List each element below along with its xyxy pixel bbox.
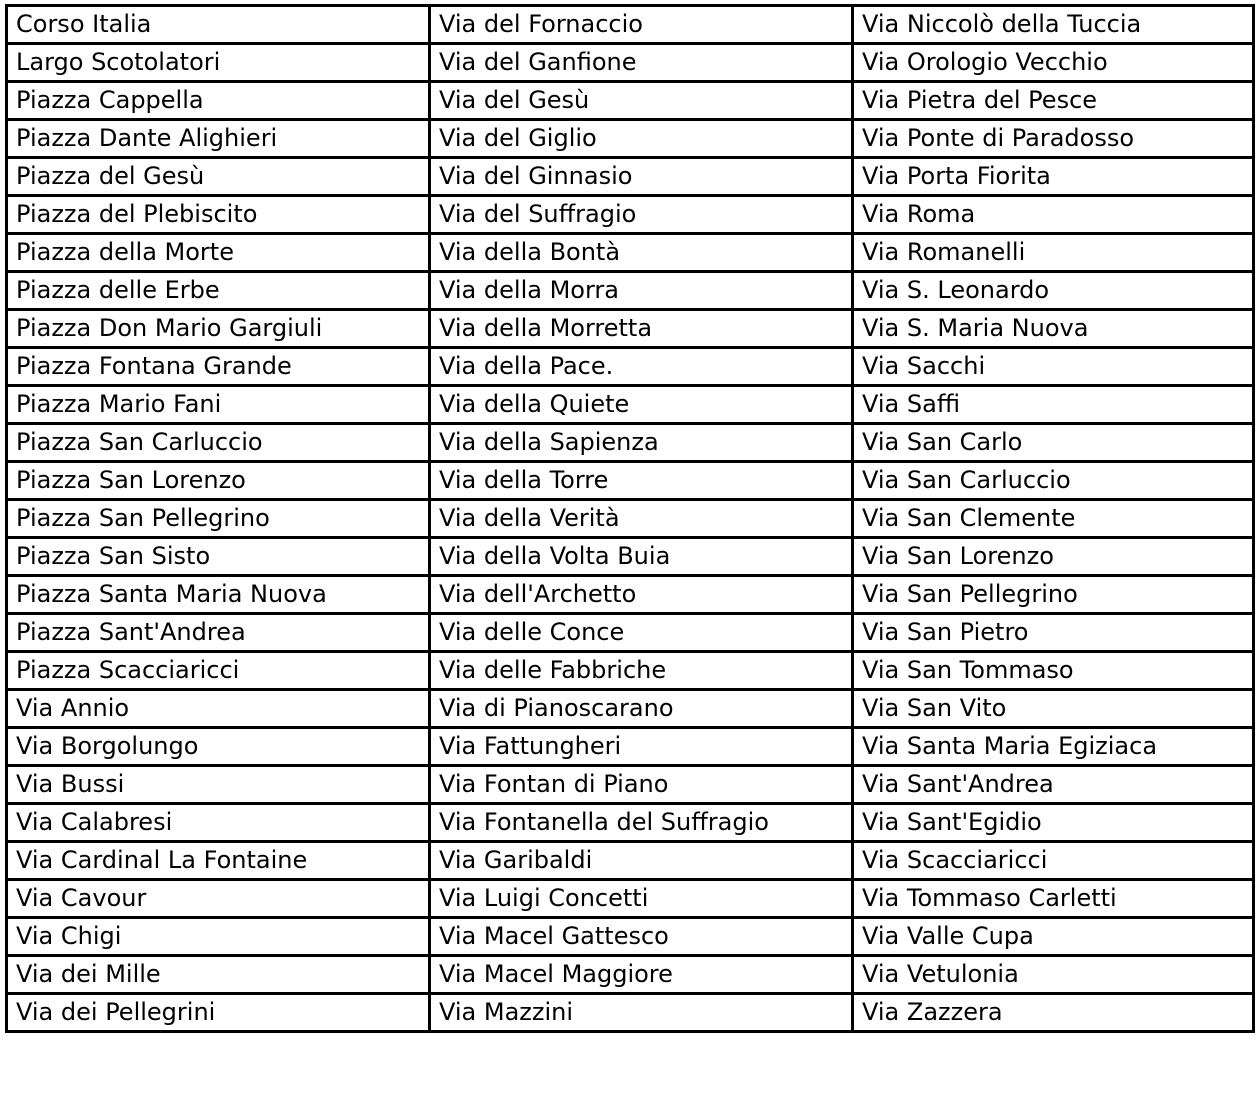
table-cell: Via della Verità: [430, 500, 853, 538]
table-row: [7, 120, 1254, 158]
table-cell: Piazza San Pellegrino: [7, 500, 430, 538]
table-cell: Via Scacciaricci: [853, 842, 1254, 880]
table-cell: Piazza della Morte: [7, 234, 430, 272]
table-cell: Via Macel Maggiore: [430, 956, 853, 994]
table-row: [7, 804, 1254, 842]
table-cell: Via Tommaso Carletti: [853, 880, 1254, 918]
table-row: [7, 690, 1254, 728]
table-row: [7, 728, 1254, 766]
table-row: [7, 234, 1254, 272]
table-cell: Piazza Mario Fani: [7, 386, 430, 424]
table-cell: Via Vetulonia: [853, 956, 1254, 994]
table-row: [7, 462, 1254, 500]
street-names-table: [5, 4, 1255, 1033]
table-cell: Via San Carluccio: [853, 462, 1254, 500]
table-row: [7, 158, 1254, 196]
table-cell: Via Valle Cupa: [853, 918, 1254, 956]
table-row: [7, 576, 1254, 614]
table-cell: Via San Tommaso: [853, 652, 1254, 690]
table-cell: Piazza San Carluccio: [7, 424, 430, 462]
table-cell: Piazza Dante Alighieri: [7, 120, 430, 158]
table-cell: Via Sant'Andrea: [853, 766, 1254, 804]
table-cell: Via dei Mille: [7, 956, 430, 994]
table-cell: Via Sant'Egidio: [853, 804, 1254, 842]
table-cell: Via Fontanella del Suffragio: [430, 804, 853, 842]
table-cell: Via Garibaldi: [430, 842, 853, 880]
table-cell: Piazza Cappella: [7, 82, 430, 120]
table-cell: Via Niccolò della Tuccia: [853, 6, 1254, 44]
table-cell: Via Roma: [853, 196, 1254, 234]
table-row: [7, 44, 1254, 82]
table-cell: Piazza Santa Maria Nuova: [7, 576, 430, 614]
table-cell: Via San Clemente: [853, 500, 1254, 538]
table-cell: Via Bussi: [7, 766, 430, 804]
table-cell: Via dell'Archetto: [430, 576, 853, 614]
table-row: [7, 272, 1254, 310]
table-cell: Via San Carlo: [853, 424, 1254, 462]
table-cell: Via Fontan di Piano: [430, 766, 853, 804]
table-row: [7, 918, 1254, 956]
table-row: [7, 424, 1254, 462]
table-row: [7, 6, 1254, 44]
table-row: [7, 842, 1254, 880]
table-cell: Via Ponte di Paradosso: [853, 120, 1254, 158]
table-cell: Piazza Sant'Andrea: [7, 614, 430, 652]
table-cell: Via del Fornaccio: [430, 6, 853, 44]
table-cell: Largo Scotolatori: [7, 44, 430, 82]
table-row: [7, 196, 1254, 234]
table-cell: Via Fattungheri: [430, 728, 853, 766]
table-cell: Via della Bontà: [430, 234, 853, 272]
table-row: [7, 386, 1254, 424]
table-row: [7, 652, 1254, 690]
table-cell: Via del Suffragio: [430, 196, 853, 234]
table-cell: Via Orologio Vecchio: [853, 44, 1254, 82]
table-cell: Via Cardinal La Fontaine: [7, 842, 430, 880]
table-row: [7, 500, 1254, 538]
table-row: [7, 310, 1254, 348]
table-cell: Piazza delle Erbe: [7, 272, 430, 310]
table-cell: Via delle Conce: [430, 614, 853, 652]
table-cell: Piazza Scacciaricci: [7, 652, 430, 690]
table-cell: Via Mazzini: [430, 994, 853, 1032]
table-row: [7, 82, 1254, 120]
table-row: [7, 880, 1254, 918]
table-cell: Via Zazzera: [853, 994, 1254, 1032]
table-body: [7, 6, 1254, 1032]
table-row: [7, 614, 1254, 652]
table-cell: Via S. Maria Nuova: [853, 310, 1254, 348]
table-cell: Piazza Fontana Grande: [7, 348, 430, 386]
table-cell: Piazza Don Mario Gargiuli: [7, 310, 430, 348]
table-cell: Via Saffi: [853, 386, 1254, 424]
table-cell: Via della Torre: [430, 462, 853, 500]
table-cell: Via San Vito: [853, 690, 1254, 728]
table-cell: Via di Pianoscarano: [430, 690, 853, 728]
table-cell: Via San Pietro: [853, 614, 1254, 652]
table-cell: Via Calabresi: [7, 804, 430, 842]
table-cell: Via della Pace.: [430, 348, 853, 386]
table-cell: Via della Sapienza: [430, 424, 853, 462]
table-cell: Via dei Pellegrini: [7, 994, 430, 1032]
table-cell: Via Borgolungo: [7, 728, 430, 766]
table-cell: Via della Morra: [430, 272, 853, 310]
table-row: [7, 766, 1254, 804]
table-cell: Piazza del Plebiscito: [7, 196, 430, 234]
table-cell: Via Cavour: [7, 880, 430, 918]
table-cell: Via S. Leonardo: [853, 272, 1254, 310]
table-cell: Via della Morretta: [430, 310, 853, 348]
table-cell: Via San Pellegrino: [853, 576, 1254, 614]
table-cell: Via Chigi: [7, 918, 430, 956]
table-cell: Via Romanelli: [853, 234, 1254, 272]
table-row: [7, 348, 1254, 386]
table-row: [7, 538, 1254, 576]
table-cell: Via Annio: [7, 690, 430, 728]
table-cell: Via Porta Fiorita: [853, 158, 1254, 196]
table-cell: Via Macel Gattesco: [430, 918, 853, 956]
table-cell: Via Sacchi: [853, 348, 1254, 386]
table-cell: Via delle Fabbriche: [430, 652, 853, 690]
table-cell: Via della Quiete: [430, 386, 853, 424]
table-cell: Piazza San Sisto: [7, 538, 430, 576]
table-cell: Via del Giglio: [430, 120, 853, 158]
table-cell: Via del Ganfione: [430, 44, 853, 82]
table-cell: Via Santa Maria Egiziaca: [853, 728, 1254, 766]
table-cell: Via Luigi Concetti: [430, 880, 853, 918]
table-cell: Piazza del Gesù: [7, 158, 430, 196]
table-cell: Via del Gesù: [430, 82, 853, 120]
table-cell: Corso Italia: [7, 6, 430, 44]
table-cell: Via San Lorenzo: [853, 538, 1254, 576]
table-row: [7, 994, 1254, 1032]
table-row: [7, 956, 1254, 994]
table-cell: Via della Volta Buia: [430, 538, 853, 576]
table-cell: Via Pietra del Pesce: [853, 82, 1254, 120]
table-cell: Piazza San Lorenzo: [7, 462, 430, 500]
table-cell: Via del Ginnasio: [430, 158, 853, 196]
